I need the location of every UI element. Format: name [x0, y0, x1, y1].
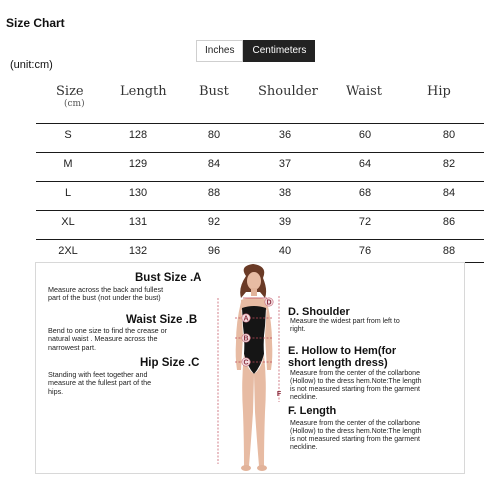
hip-desc-line: hips.	[48, 386, 64, 396]
marker-d	[265, 298, 273, 307]
hollow-desc-line: (Hollow) to the dress hem.Note:The length	[290, 378, 422, 385]
marker-c-label: C	[243, 359, 249, 367]
cell-waist: 60	[358, 129, 372, 141]
cell-size: 2XL	[58, 245, 78, 257]
shoulder-desc-line: right.	[290, 326, 306, 333]
hip-desc-line: Standing with feet together and	[48, 370, 148, 379]
hollow-title-line: short length dress)	[288, 357, 388, 369]
table-row	[36, 123, 484, 147]
cell-bust: 80	[207, 129, 221, 141]
unit-note: (unit:cm)	[10, 59, 53, 71]
header-hip: Hip	[427, 84, 451, 99]
table-row	[36, 239, 484, 263]
hip-size-description	[48, 371, 216, 396]
cell-size: L	[64, 187, 72, 199]
unit-toggle	[196, 40, 315, 62]
cell-waist: 64	[358, 158, 372, 170]
bust-desc-line: part of the bust (not under the bust)	[48, 293, 161, 303]
cell-bust: 96	[207, 245, 221, 257]
cell-waist: 72	[358, 216, 372, 228]
size-table	[36, 80, 484, 257]
cell-bust: 92	[207, 216, 221, 228]
header-waist: Waist	[346, 84, 383, 99]
length-title: F. Length	[288, 405, 337, 417]
cell-shoulder: 38	[278, 187, 292, 199]
hip-desc-line: measure at the fullest part of the	[48, 378, 152, 388]
bust-size-description	[48, 286, 216, 303]
table-row	[36, 210, 484, 234]
header-size-unit: (cm)	[64, 99, 85, 109]
hollow-desc-line: neckline.	[290, 394, 318, 401]
marker-f-label: F	[276, 391, 282, 398]
cell-hip: 88	[442, 245, 456, 257]
hollow-to-hem-description	[290, 370, 460, 402]
table-row	[36, 152, 484, 176]
waist-size-description	[48, 327, 216, 352]
marker-b-label: B	[243, 335, 249, 343]
cell-bust: 88	[207, 187, 221, 199]
cell-bust: 84	[207, 158, 221, 170]
cell-length: 131	[128, 216, 148, 228]
cell-length: 129	[128, 158, 148, 170]
cell-hip: 82	[442, 158, 456, 170]
cell-shoulder: 39	[278, 216, 292, 228]
centimeters-button[interactable]: Centimeters	[243, 40, 315, 62]
length-desc-line: neckline.	[290, 444, 318, 451]
cell-hip: 80	[442, 129, 456, 141]
length-description	[290, 420, 460, 452]
waist-desc-line: narrowest part.	[48, 342, 96, 352]
hollow-to-hem-title	[288, 345, 396, 369]
hollow-desc-line: Measure from the center of the collarbone	[290, 370, 420, 377]
cell-length: 132	[128, 245, 148, 257]
marker-c	[242, 358, 250, 367]
cell-length: 130	[128, 187, 148, 199]
header-bust: Bust	[199, 84, 229, 99]
table-header	[36, 80, 484, 114]
cell-size: M	[63, 158, 73, 170]
marker-d-label: D	[266, 299, 272, 307]
hip-size-title: Hip Size .C	[140, 357, 200, 369]
cell-size: XL	[61, 216, 75, 228]
cell-size: S	[64, 129, 72, 141]
bust-size-title: Bust Size .A	[135, 272, 202, 284]
marker-b	[242, 334, 250, 343]
cell-waist: 76	[358, 245, 372, 257]
hollow-desc-line: is not measured starting from the garment	[290, 386, 420, 393]
header-size: Size	[56, 84, 84, 99]
hollow-title-line: E. Hollow to Hem(for	[288, 345, 397, 357]
inches-button[interactable]: Inches	[196, 40, 243, 62]
cell-waist: 68	[358, 187, 372, 199]
shoulder-description	[290, 318, 455, 334]
shoulder-title: D. Shoulder	[288, 306, 350, 318]
cell-shoulder: 36	[278, 129, 292, 141]
page-title: Size Chart	[6, 16, 65, 30]
cell-hip: 86	[442, 216, 456, 228]
bust-desc-line: Measure across the back and fullest	[48, 285, 164, 294]
marker-f	[277, 391, 282, 398]
waist-desc-line: natural waist . Measure across the	[48, 334, 158, 344]
waist-size-title: Waist Size .B	[126, 314, 198, 326]
length-desc-line: is not measured starting from the garment	[290, 436, 420, 443]
marker-a-label: A	[243, 315, 249, 323]
cell-shoulder: 40	[278, 245, 292, 257]
shoulder-desc-line: Measure the widest part from left to	[290, 318, 400, 325]
length-desc-line: (Hollow) to the dress hem.Note:The length	[290, 428, 422, 435]
table-row	[36, 181, 484, 205]
cell-shoulder: 37	[278, 158, 292, 170]
model-figure	[213, 262, 293, 474]
model-silhouette	[236, 264, 273, 471]
header-shoulder: Shoulder	[258, 84, 318, 99]
cell-length: 128	[128, 129, 148, 141]
waist-desc-line: Bend to one size to find the crease or	[48, 326, 168, 335]
header-length: Length	[120, 84, 167, 99]
cell-hip: 84	[442, 187, 456, 199]
marker-a	[242, 314, 250, 323]
length-desc-line: Measure from the center of the collarbone	[290, 420, 420, 427]
